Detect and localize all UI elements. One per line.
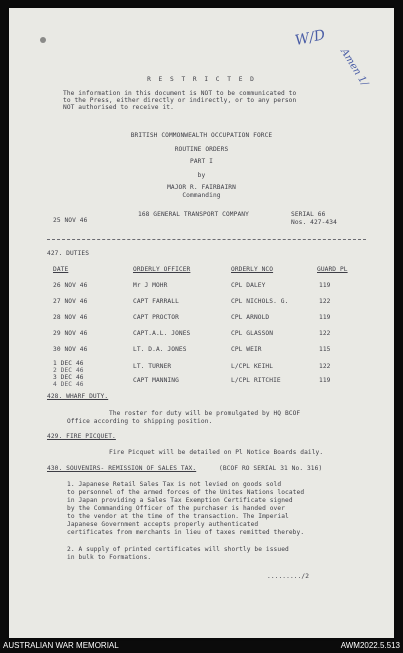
roster-cell: 28 NOV 46 bbox=[53, 314, 88, 321]
commanding-role: Commanding bbox=[182, 192, 221, 199]
roster-cell: LT. D.A. JONES bbox=[133, 346, 187, 353]
handwritten-mark: W/D bbox=[293, 27, 327, 49]
roster-cell: LT. TURNER bbox=[133, 363, 172, 370]
souvenirs-para-2-line: 2. A supply of printed certificates will shortly be issued bbox=[67, 546, 289, 553]
roster-cell: CPL GLASSON bbox=[231, 330, 274, 337]
continued-marker: ........./2 bbox=[267, 573, 310, 580]
roster-cell: CAPT MANNING bbox=[133, 377, 179, 384]
roster-cell: CPL DALEY bbox=[231, 282, 266, 289]
unit-name: 168 GENERAL TRANSPORT COMPANY bbox=[138, 211, 249, 218]
roster-cell: 29 NOV 46 bbox=[53, 330, 88, 337]
roster-cell: 119 bbox=[319, 377, 331, 384]
roster-cell: 3 DEC 46 bbox=[53, 374, 84, 381]
roster-cell: CPL NICHOLS. G. bbox=[231, 298, 289, 305]
archive-reference: AWM2022.5.513 bbox=[340, 641, 400, 650]
order-date: 25 NOV 46 bbox=[53, 217, 88, 224]
roster-cell: 1 DEC 46 bbox=[53, 360, 84, 367]
roster-cell-extra: 4 DEC 46 bbox=[53, 381, 84, 388]
notice-line-2: to the Press, either directly or indirectly, or to any person bbox=[63, 97, 297, 104]
classification: R E S T R I C T E D bbox=[147, 76, 256, 83]
force-name: BRITISH COMMONWEALTH OCCUPATION FORCE bbox=[130, 132, 273, 139]
column-header-officer: ORDERLY OFFICER bbox=[133, 266, 191, 273]
roster-cell: CAPT.A.L. JONES bbox=[133, 330, 191, 337]
wharf-duty-line-1: The roster for duty will be promulgated by HQ BCOF bbox=[109, 410, 301, 417]
column-header-nco: ORDERLY NCO bbox=[231, 266, 274, 273]
roster-cell: CPL ARNOLD bbox=[231, 314, 270, 321]
fire-picquet-heading: 429. FIRE PICQUET. bbox=[47, 433, 116, 440]
divider bbox=[47, 239, 366, 240]
orders-title: ROUTINE ORDERS bbox=[174, 146, 229, 153]
souvenirs-para-1-line: Japanese Government accepts properly authenticated bbox=[67, 521, 259, 528]
souvenirs-reference: (BCOF RO SERIAL 31 No. 316) bbox=[219, 465, 323, 472]
serial-number: SERIAL 66 bbox=[291, 211, 326, 218]
roster-cell: CAPT FARRALL bbox=[133, 298, 179, 305]
duties-heading: 427. DUTIES bbox=[47, 250, 90, 257]
column-header-guard: GUARD PL bbox=[317, 266, 348, 273]
souvenirs-para-1-line: in Japan providing a Sales Tax Exemption Certificate signed bbox=[67, 497, 293, 504]
orders-part: PART I bbox=[190, 158, 213, 165]
roster-cell-extra: 2 DEC 46 bbox=[53, 367, 84, 374]
roster-cell: 26 NOV 46 bbox=[53, 282, 88, 289]
roster-cell: L/CPL KEIHL bbox=[231, 363, 274, 370]
roster-cell: 119 bbox=[319, 314, 331, 321]
roster-cell: 115 bbox=[319, 346, 331, 353]
order-numbers: Nos. 427-434 bbox=[291, 219, 337, 226]
roster-cell: 30 NOV 46 bbox=[53, 346, 88, 353]
souvenirs-para-1-line: certificates from merchants in lieu of taxes remitted thereby. bbox=[67, 529, 305, 536]
roster-cell: L/CPL RITCHIE bbox=[231, 377, 281, 384]
roster-cell: 119 bbox=[319, 282, 331, 289]
notice-line-1: The information in this document is NOT to be communicated to bbox=[63, 90, 297, 97]
roster-cell: Mr J MOHR bbox=[133, 282, 168, 289]
souvenirs-para-1-line: to personnel of the armed forces of the Unites Nations located bbox=[67, 489, 305, 496]
roster-cell: 27 NOV 46 bbox=[53, 298, 88, 305]
document-page bbox=[9, 8, 394, 638]
souvenirs-para-2-line: in bulk to Formations. bbox=[67, 554, 152, 561]
commanding-officer: MAJOR R. FAIRBAIRN bbox=[167, 184, 236, 191]
notice-line-3: NOT authorised to receive it. bbox=[63, 104, 174, 111]
roster-cell: 122 bbox=[319, 298, 331, 305]
wharf-duty-line-2: Office according to shipping position. bbox=[67, 418, 213, 425]
handwritten-note: Amen 1/ bbox=[338, 46, 370, 89]
wharf-duty-heading: 428. WHARF DUTY. bbox=[47, 393, 109, 400]
souvenirs-para-1-line: by the Commanding Officer of the purchaser is handed over bbox=[67, 505, 286, 512]
souvenirs-para-1-line: to the vendor at the time of the transaction. The Imperial bbox=[67, 513, 289, 520]
archive-footer bbox=[0, 641, 403, 653]
roster-cell: CAPT PROCTOR bbox=[133, 314, 179, 321]
column-header-date: DATE bbox=[53, 266, 69, 273]
punch-hole bbox=[40, 37, 46, 43]
fire-picquet-text: Fire Picquet will be detailed on Pl Notice Boards daily. bbox=[109, 449, 324, 456]
roster-cell: 122 bbox=[319, 363, 331, 370]
by-line: by bbox=[197, 172, 206, 179]
roster-cell: 122 bbox=[319, 330, 331, 337]
souvenirs-para-1-line: 1. Japanese Retail Sales Tax is not levied on goods sold bbox=[67, 481, 282, 488]
souvenirs-heading: 430. SOUVENIRS- REMISSION OF SALES TAX. bbox=[47, 465, 197, 472]
archive-name: AUSTRALIAN WAR MEMORIAL bbox=[3, 641, 119, 650]
roster-cell: CPL WEIR bbox=[231, 346, 262, 353]
